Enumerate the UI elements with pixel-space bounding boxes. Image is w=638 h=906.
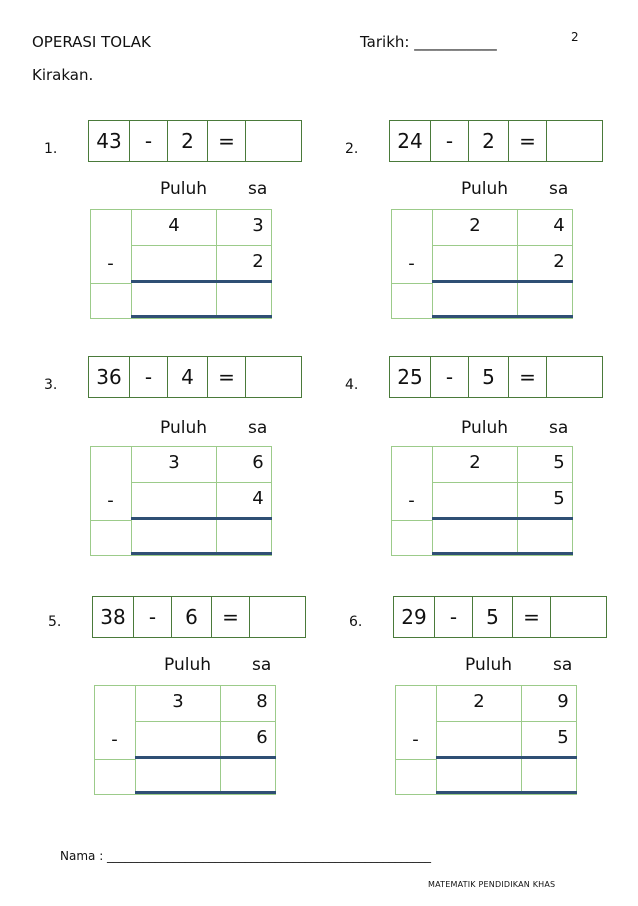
problem-number: 4. [345, 377, 359, 393]
answer-box[interactable] [547, 356, 603, 398]
minus-sign: - [111, 729, 118, 750]
equals-box: = [212, 596, 250, 638]
minuend-box: 29 [393, 596, 435, 638]
ones-digit: 4 [553, 215, 565, 236]
sa-label: sa [549, 418, 569, 438]
subtrahend-box: 6 [172, 596, 212, 638]
equation-row [92, 596, 306, 638]
subtraction-grid [391, 209, 573, 319]
minuend-box: 43 [88, 120, 130, 162]
minuend-box: 24 [389, 120, 431, 162]
ones-digit: 3 [252, 215, 264, 236]
subtrahend-box: 5 [469, 356, 509, 398]
sa-label: sa [252, 655, 272, 675]
sub-ones-digit: 2 [553, 251, 565, 272]
equals-box: = [208, 120, 246, 162]
minus-sign: - [412, 729, 419, 750]
tens-digit: 2 [473, 691, 485, 712]
subtraction-grid [94, 685, 276, 795]
ones-digit: 5 [553, 452, 565, 473]
ones-digit: 9 [557, 691, 569, 712]
sa-label: sa [553, 655, 573, 675]
footer-subject: MATEMATIK PENDIDIKAN KHAS [428, 880, 556, 889]
equals-box: = [509, 356, 547, 398]
ones-digit: 8 [256, 691, 268, 712]
equation-row [88, 356, 302, 398]
tens-digit: 3 [172, 691, 184, 712]
subtrahend-box: 5 [473, 596, 513, 638]
sub-ones-digit: 5 [553, 488, 565, 509]
equation-row [393, 596, 607, 638]
subtraction-grid [395, 685, 577, 795]
equals-box: = [513, 596, 551, 638]
subtraction-grid [90, 209, 272, 319]
equation-row [389, 356, 603, 398]
operator-box: - [134, 596, 172, 638]
operator-box: - [435, 596, 473, 638]
subtraction-grid [90, 446, 272, 556]
minus-sign: - [408, 253, 415, 274]
minuend-box: 38 [92, 596, 134, 638]
name-field[interactable]: Nama : ______________________________________________________ [60, 849, 432, 863]
sa-label: sa [248, 418, 268, 438]
tens-digit: 3 [168, 452, 180, 473]
ones-digit: 6 [252, 452, 264, 473]
problem-number: 6. [349, 614, 363, 630]
minus-sign: - [107, 490, 114, 511]
problem-number: 2. [345, 141, 359, 157]
tens-digit: 2 [469, 215, 481, 236]
sub-ones-digit: 5 [557, 727, 569, 748]
puluh-label: Puluh [160, 179, 207, 199]
page-number: 2 [571, 30, 579, 44]
minus-sign: - [107, 253, 114, 274]
problem-number: 1. [44, 141, 58, 157]
puluh-label: Puluh [164, 655, 211, 675]
answer-box[interactable] [246, 120, 302, 162]
puluh-label: Puluh [461, 418, 508, 438]
instruction: Kirakan. [32, 66, 94, 84]
date-field[interactable]: Tarikh: ___________ [360, 33, 497, 51]
sub-ones-digit: 2 [252, 251, 264, 272]
sub-ones-digit: 4 [252, 488, 264, 509]
answer-box[interactable] [551, 596, 607, 638]
tens-digit: 4 [168, 215, 180, 236]
equation-row [88, 120, 302, 162]
sa-label: sa [549, 179, 569, 199]
problem-number: 5. [48, 614, 62, 630]
answer-box[interactable] [547, 120, 603, 162]
operator-box: - [431, 120, 469, 162]
minus-sign: - [408, 490, 415, 511]
subtraction-grid [391, 446, 573, 556]
problem-number: 3. [44, 377, 58, 393]
equals-box: = [509, 120, 547, 162]
worksheet-title: OPERASI TOLAK [32, 33, 151, 51]
subtrahend-box: 4 [168, 356, 208, 398]
answer-box[interactable] [250, 596, 306, 638]
puluh-label: Puluh [160, 418, 207, 438]
sub-ones-digit: 6 [256, 727, 268, 748]
minuend-box: 25 [389, 356, 431, 398]
operator-box: - [130, 120, 168, 162]
puluh-label: Puluh [461, 179, 508, 199]
subtrahend-box: 2 [168, 120, 208, 162]
operator-box: - [431, 356, 469, 398]
minuend-box: 36 [88, 356, 130, 398]
sa-label: sa [248, 179, 268, 199]
subtrahend-box: 2 [469, 120, 509, 162]
tens-digit: 2 [469, 452, 481, 473]
answer-box[interactable] [246, 356, 302, 398]
equation-row [389, 120, 603, 162]
operator-box: - [130, 356, 168, 398]
equals-box: = [208, 356, 246, 398]
puluh-label: Puluh [465, 655, 512, 675]
